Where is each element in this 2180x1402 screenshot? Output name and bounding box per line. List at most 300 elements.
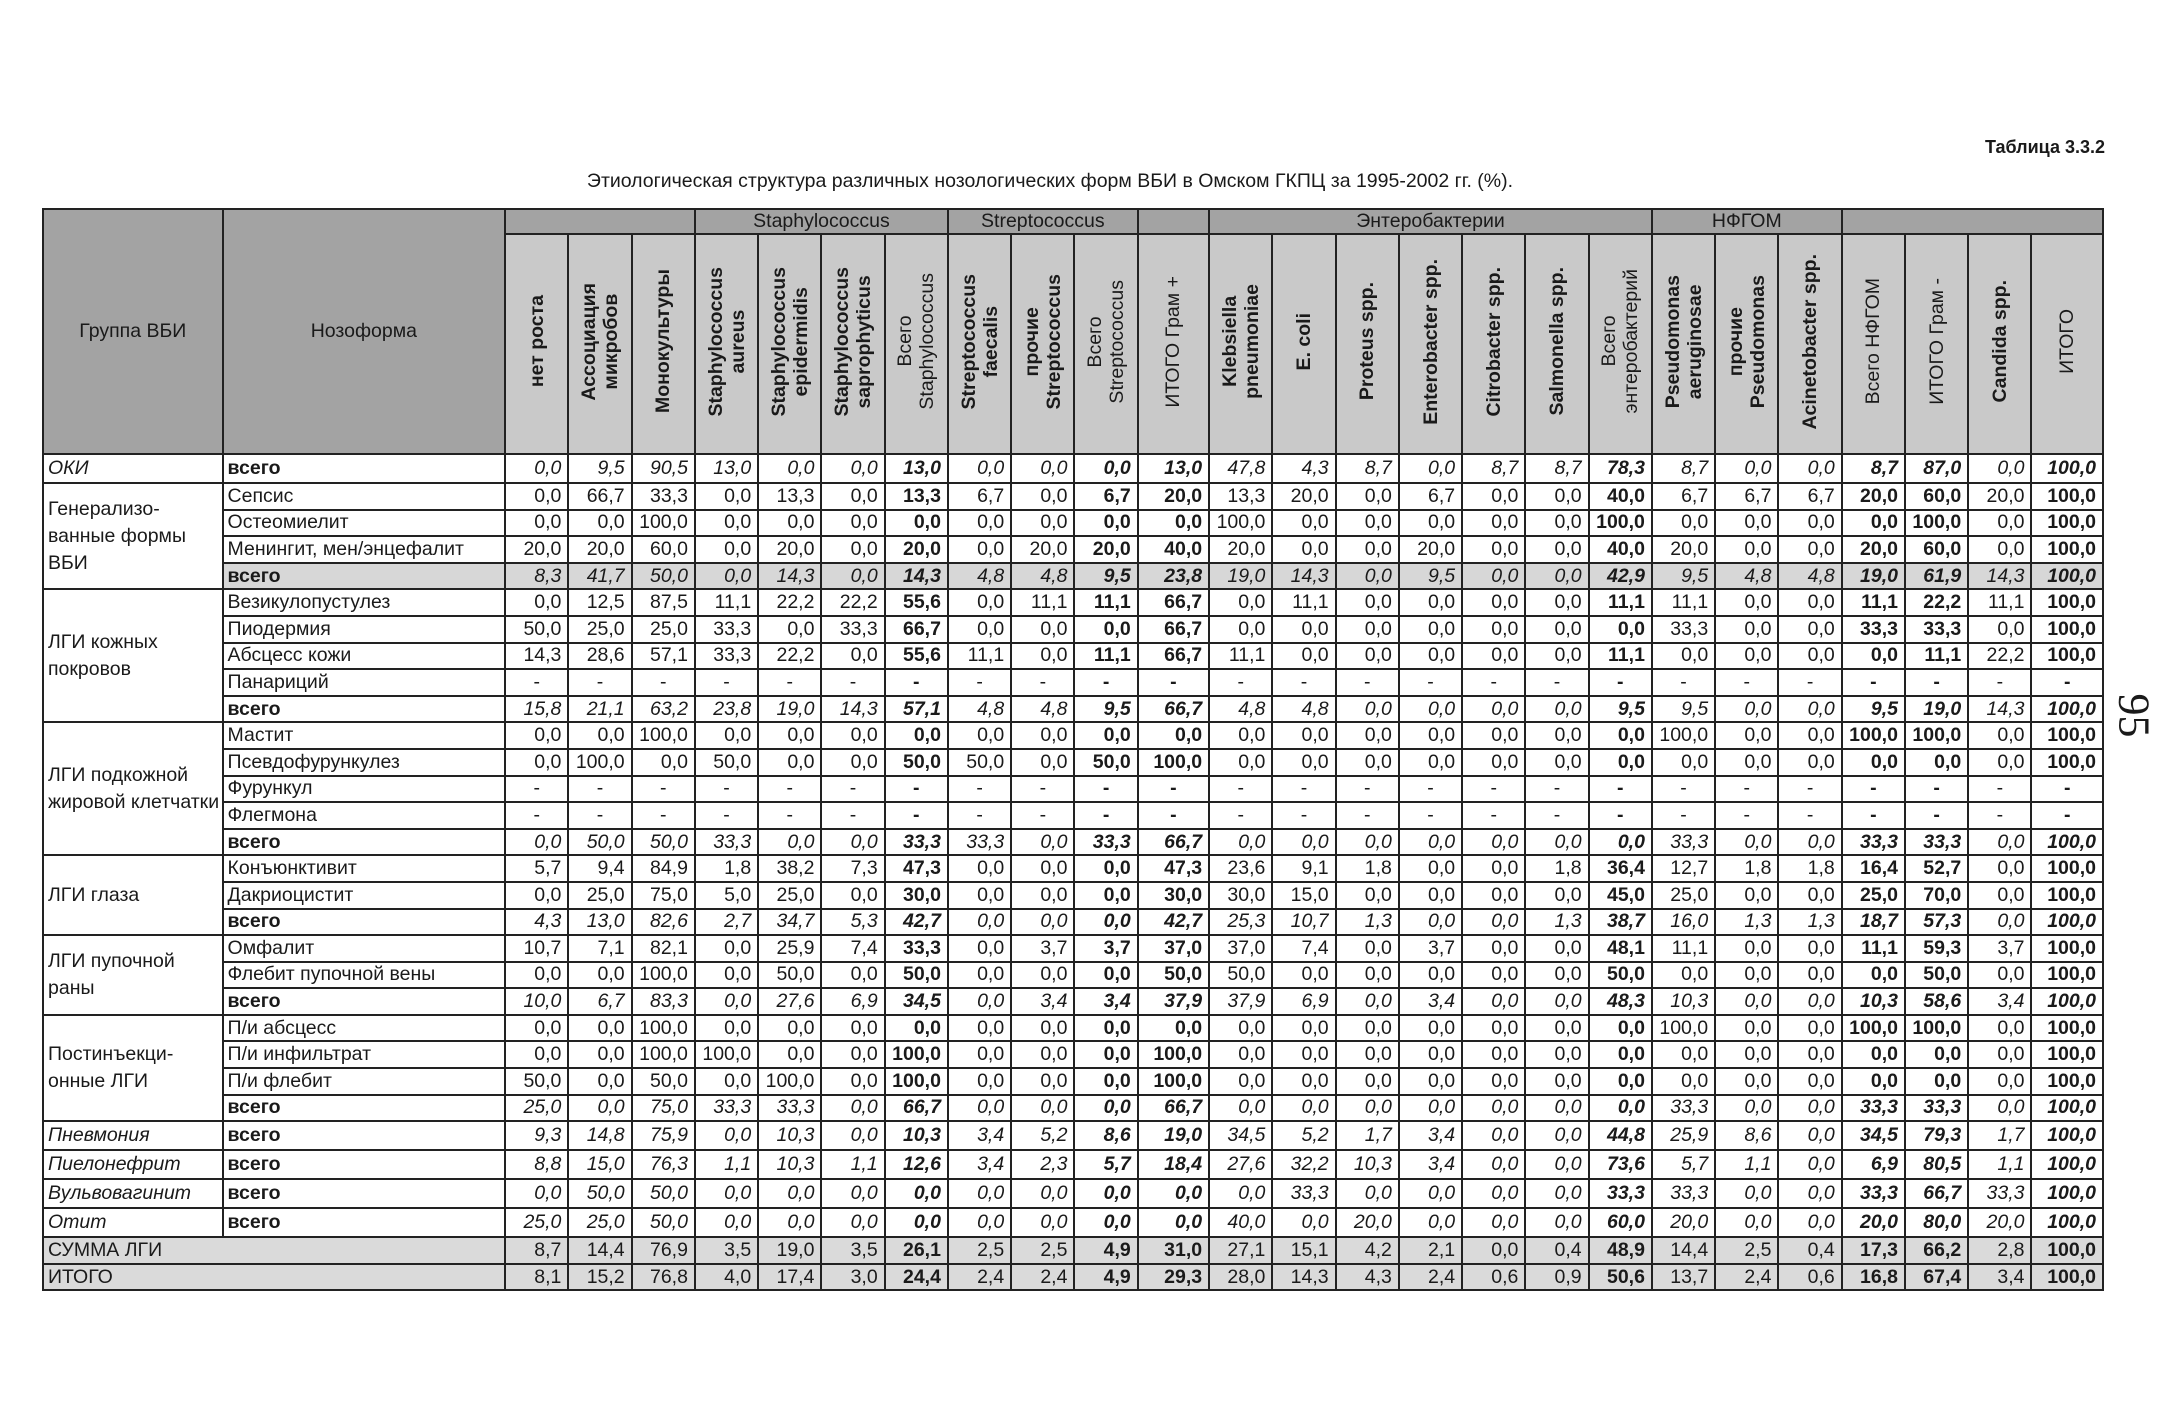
value-cell: 100,0 [2031,1208,2103,1237]
value-cell: 0,0 [505,483,568,510]
value-cell: - [1905,776,1968,803]
nosoform-cell: П/и флебит [223,1068,506,1095]
value-cell: - [632,669,695,696]
value-cell: 100,0 [2031,882,2103,909]
table-row [43,643,2103,670]
value-cell: 22,2 [1905,589,1968,616]
value-cell: 9,5 [568,454,631,483]
value-cell: 1,3 [1525,909,1588,936]
value-cell: 100,0 [2031,909,2103,936]
value-cell: 0,0 [948,1208,1011,1237]
column-header [948,234,1011,454]
value-cell: 8,1 [505,1264,568,1291]
value-cell: 0,0 [1074,1179,1137,1208]
value-cell: - [1589,669,1652,696]
value-cell: 60,0 [632,536,695,563]
value-cell: 12,6 [885,1150,948,1179]
value-cell: 60,0 [1589,1208,1652,1237]
value-cell: 100,0 [632,1015,695,1042]
column-header-label: E. coli [1293,312,1315,371]
value-cell: 2,7 [695,909,758,936]
value-cell: 4,8 [948,563,1011,590]
value-cell: 6,7 [1715,483,1778,510]
nosoform-cell: Пиодермия [223,616,506,643]
value-cell: - [1074,669,1137,696]
value-cell: 0,0 [505,510,568,537]
value-cell: 5,0 [695,882,758,909]
value-cell: 0,0 [948,962,1011,989]
value-cell: 0,0 [505,749,568,776]
value-cell: 50,6 [1589,1264,1652,1291]
value-cell: 47,8 [1209,454,1272,483]
value-cell: 33,3 [1842,1179,1905,1208]
column-header-label: Staphylococcus epidermidis [767,266,812,417]
value-cell: 13,0 [695,454,758,483]
group-cell: Постинъекци-онные ЛГИ [43,1015,223,1121]
value-cell: 0,0 [1905,1041,1968,1068]
value-cell: - [885,669,948,696]
value-cell: 0,0 [1778,643,1841,670]
value-cell: 0,0 [1778,882,1841,909]
value-cell: - [1778,802,1841,829]
table-row [43,802,2103,829]
value-cell: 0,0 [948,454,1011,483]
value-cell: 3,4 [1968,988,2031,1015]
value-cell: 1,7 [1336,1121,1399,1150]
value-cell: 0,0 [1272,536,1335,563]
column-header [885,234,948,454]
column-header [1905,234,1968,454]
value-cell: 0,0 [948,722,1011,749]
value-cell: 7,4 [821,935,884,962]
nosoform-cell: Конъюнктивит [223,855,506,882]
value-cell: 78,3 [1589,454,1652,483]
value-cell: 0,0 [1715,749,1778,776]
value-cell: 0,0 [1525,1208,1588,1237]
value-cell: 4,9 [1074,1237,1137,1264]
value-cell: 9,1 [1272,855,1335,882]
value-cell: 0,0 [1336,1068,1399,1095]
value-cell: 33,3 [1905,1095,1968,1122]
value-cell: - [1652,776,1715,803]
value-cell: 50,0 [632,829,695,856]
value-cell: 0,0 [695,935,758,962]
value-cell: 0,0 [885,1208,948,1237]
value-cell: 100,0 [1905,510,1968,537]
value-cell: - [1272,776,1335,803]
value-cell: 13,3 [885,483,948,510]
value-cell: 0,0 [1778,1068,1841,1095]
value-cell: 2,4 [1715,1264,1778,1291]
value-cell: 3,4 [948,1121,1011,1150]
value-cell: 0,0 [1272,1068,1335,1095]
value-cell: 0,0 [1652,510,1715,537]
value-cell: 33,3 [758,1095,821,1122]
value-cell: - [1138,776,1209,803]
value-cell: 20,0 [758,536,821,563]
value-cell: 22,2 [758,643,821,670]
value-cell: 100,0 [1138,1068,1209,1095]
value-cell: 0,0 [758,1179,821,1208]
group-cell: Пиелонефрит [43,1150,223,1179]
value-cell: 0,0 [1842,643,1905,670]
value-cell: 0,0 [885,510,948,537]
value-cell: 66,7 [1138,829,1209,856]
column-header [1525,234,1588,454]
column-header [1589,234,1652,454]
value-cell: 15,8 [505,696,568,723]
value-cell: 0,0 [1336,882,1399,909]
value-cell: 0,0 [1715,643,1778,670]
nosoform-cell: всего [223,1121,506,1150]
value-cell: 0,0 [1715,722,1778,749]
value-cell: 0,0 [568,1015,631,1042]
value-cell: 0,0 [1715,1041,1778,1068]
value-cell: 1,8 [1525,855,1588,882]
value-cell: 73,6 [1589,1150,1652,1179]
value-cell: 37,0 [1209,935,1272,962]
value-cell: 0,0 [1715,1015,1778,1042]
column-header [695,234,758,454]
value-cell: 0,0 [1209,749,1272,776]
value-cell: 0,0 [1525,988,1588,1015]
value-cell: - [1138,802,1209,829]
value-cell: 0,0 [1462,589,1525,616]
value-cell: 0,0 [505,722,568,749]
value-cell: 0,0 [695,962,758,989]
nosoform-cell: всего [223,1208,506,1237]
value-cell: 8,8 [505,1150,568,1179]
value-cell: 0,0 [1209,829,1272,856]
value-cell: 0,0 [1525,1121,1588,1150]
value-cell: 0,0 [1011,1095,1074,1122]
value-cell: 0,0 [1715,988,1778,1015]
value-cell: 0,0 [821,563,884,590]
value-cell: 0,0 [1399,1095,1462,1122]
value-cell: 50,0 [568,1179,631,1208]
value-cell: 8,7 [1462,454,1525,483]
value-cell: 0,0 [1715,935,1778,962]
value-cell: 100,0 [568,749,631,776]
value-cell: 19,0 [1209,563,1272,590]
nosoform-cell: Менингит, мен/энцефалит [223,536,506,563]
value-cell: 0,0 [821,1208,884,1237]
value-cell: 0,9 [1525,1264,1588,1291]
value-cell: 11,1 [1968,589,2031,616]
value-cell: 30,0 [1138,882,1209,909]
value-cell: 0,0 [821,454,884,483]
column-header-label: Монокультуры [652,269,675,414]
column-header-label: Streptococcus faecalis [957,273,1002,410]
value-cell: 8,7 [1525,454,1588,483]
value-cell: 19,0 [1905,696,1968,723]
value-cell: 15,0 [568,1150,631,1179]
value-cell: 25,0 [505,1208,568,1237]
value-cell: 100,0 [885,1068,948,1095]
value-cell: 10,7 [1272,909,1335,936]
value-cell: 0,0 [1336,935,1399,962]
value-cell: 0,0 [821,962,884,989]
value-cell: 83,3 [632,988,695,1015]
value-cell: 50,0 [1589,962,1652,989]
table-row [43,616,2103,643]
value-cell: 42,9 [1589,563,1652,590]
table-row [43,909,2103,936]
table-row [43,454,2103,483]
value-cell: 0,0 [1399,1208,1462,1237]
value-cell: 50,0 [505,1068,568,1095]
value-cell: 37,0 [1138,935,1209,962]
value-cell: 20,0 [1652,536,1715,563]
value-cell: 2,1 [1399,1237,1462,1264]
value-cell: 11,1 [1652,589,1715,616]
page-number: 95 [2109,693,2159,738]
value-cell: 14,4 [1652,1237,1715,1264]
value-cell: 44,8 [1589,1121,1652,1150]
value-cell: 63,2 [632,696,695,723]
value-cell: 50,0 [885,749,948,776]
value-cell: 0,0 [1842,749,1905,776]
value-cell: 1,1 [1968,1150,2031,1179]
value-cell: 0,0 [1138,1208,1209,1237]
value-cell: 5,7 [1652,1150,1715,1179]
value-cell: 1,3 [1715,909,1778,936]
value-cell: 41,7 [568,563,631,590]
group-cell: ОКИ [43,454,223,483]
value-cell: 66,7 [568,483,631,510]
value-cell: 37,9 [1209,988,1272,1015]
value-cell: 33,3 [1842,1095,1905,1122]
value-cell: 0,0 [1462,1095,1525,1122]
value-cell: 100,0 [1652,1015,1715,1042]
column-header-label: Всего Streptococcus [1084,279,1129,404]
value-cell: 0,0 [1525,962,1588,989]
value-cell: 0,0 [1589,1095,1652,1122]
value-cell: 0,0 [568,722,631,749]
value-cell: - [632,802,695,829]
value-cell: 0,0 [885,722,948,749]
value-cell: 0,0 [1336,1179,1399,1208]
nosoform-cell: Омфалит [223,935,506,962]
value-cell: 0,0 [1209,1179,1272,1208]
value-cell: 66,7 [885,1095,948,1122]
value-cell: 0,0 [1525,563,1588,590]
value-cell: 0,0 [1074,909,1137,936]
table-row [43,749,2103,776]
value-cell: 100,0 [2031,1121,2103,1150]
value-cell: 0,0 [1525,643,1588,670]
value-cell: 0,0 [695,483,758,510]
value-cell: 29,3 [1138,1264,1209,1291]
value-cell: 33,3 [1272,1179,1335,1208]
value-cell: 100,0 [2031,988,2103,1015]
value-cell: 3,4 [1968,1264,2031,1291]
value-cell: - [1011,776,1074,803]
value-cell: 33,3 [695,829,758,856]
value-cell: 0,0 [1399,882,1462,909]
value-cell: 0,0 [758,1015,821,1042]
value-cell: 0,0 [1525,722,1588,749]
value-cell: 0,0 [1968,749,2031,776]
value-cell: 0,0 [1011,882,1074,909]
table-row [43,855,2103,882]
value-cell: 31,0 [1138,1237,1209,1264]
value-cell: 0,0 [1336,536,1399,563]
column-header [1272,234,1335,454]
value-cell: 22,2 [821,589,884,616]
value-cell: 0,0 [1968,1095,2031,1122]
value-cell: 0,0 [1462,1150,1525,1179]
value-cell: 25,0 [1842,882,1905,909]
group-cell: ЛГИ подкожной жировой клетчатки [43,722,223,855]
value-cell: 0,0 [1462,1015,1525,1042]
table-row [43,563,2103,590]
value-cell: 25,0 [568,882,631,909]
value-cell: 13,0 [568,909,631,936]
value-cell: 82,1 [632,935,695,962]
value-cell: 50,0 [632,1068,695,1095]
value-cell: 25,0 [1652,882,1715,909]
value-cell: - [1589,802,1652,829]
value-cell: - [1652,802,1715,829]
value-cell: 100,0 [2031,1150,2103,1179]
column-header-label: ИТОГО Грам + [1162,275,1185,408]
value-cell: 0,0 [1652,1041,1715,1068]
value-cell: 60,0 [1905,536,1968,563]
value-cell: 0,0 [1968,882,2031,909]
value-cell: 100,0 [632,510,695,537]
value-cell: 0,0 [1011,1208,1074,1237]
value-cell: 40,0 [1138,536,1209,563]
value-cell: 0,0 [1336,1015,1399,1042]
value-cell: 0,0 [1778,749,1841,776]
value-cell: 2,3 [1011,1150,1074,1179]
value-cell: 4,2 [1336,1237,1399,1264]
value-cell: 0,0 [948,855,1011,882]
value-cell: - [1842,669,1905,696]
value-cell: 16,4 [1842,855,1905,882]
value-cell: 33,3 [1589,1179,1652,1208]
value-cell: 10,7 [505,935,568,962]
value-cell: 0,0 [1336,749,1399,776]
value-cell: 0,0 [1652,643,1715,670]
value-cell: 20,0 [1011,536,1074,563]
value-cell: 10,3 [758,1150,821,1179]
value-cell: 0,0 [568,1041,631,1068]
group-cell: ЛГИ пупочной раны [43,935,223,1015]
table-row [43,510,2103,537]
value-cell: - [1715,669,1778,696]
value-cell: 5,2 [1272,1121,1335,1150]
value-cell: 25,0 [632,616,695,643]
value-cell: 3,7 [1399,935,1462,962]
table-row [43,1150,2103,1179]
value-cell: 0,0 [695,988,758,1015]
value-cell: 100,0 [695,1041,758,1068]
value-cell: 0,0 [505,962,568,989]
table-row [43,1264,2103,1291]
table-row [43,669,2103,696]
value-cell: 50,0 [1138,962,1209,989]
value-cell: - [1399,669,1462,696]
value-cell: 10,0 [505,988,568,1015]
value-cell: 100,0 [2031,454,2103,483]
value-cell: 0,0 [758,510,821,537]
column-group-header: Staphylococcus [695,209,948,234]
value-cell: - [632,776,695,803]
column-header-label: прочие Streptococcus [1020,273,1065,410]
value-cell: 20,0 [1138,483,1209,510]
value-cell: 0,0 [1589,829,1652,856]
value-cell: 11,1 [1272,589,1335,616]
value-cell: 34,5 [885,988,948,1015]
value-cell: - [1968,669,2031,696]
value-cell: 36,4 [1589,855,1652,882]
value-cell: 100,0 [2031,696,2103,723]
value-cell: 0,0 [1011,962,1074,989]
group-cell: Генерализо-ванные формы ВБИ [43,483,223,589]
nosoform-cell: Остеомиелит [223,510,506,537]
value-cell: 0,0 [1399,855,1462,882]
value-cell: 100,0 [632,962,695,989]
value-cell: 0,0 [1336,696,1399,723]
column-header [2031,234,2103,454]
value-cell: 100,0 [632,1041,695,1068]
value-cell: 67,4 [1905,1264,1968,1291]
nosoform-cell: всего [223,696,506,723]
value-cell: 0,0 [1011,1041,1074,1068]
value-cell: 0,0 [885,1015,948,1042]
column-header-label: Всего энтеробактерий [1598,269,1643,414]
value-cell: 0,0 [1462,962,1525,989]
value-cell: 0,0 [1399,510,1462,537]
value-cell: 13,0 [885,454,948,483]
column-header-label: Citrobacter spp. [1482,266,1505,417]
nosoform-cell: Сепсис [223,483,506,510]
value-cell: 0,0 [1462,988,1525,1015]
value-cell: - [568,776,631,803]
table-row [43,589,2103,616]
value-cell: - [1905,802,1968,829]
value-cell: 8,7 [1842,454,1905,483]
table-row [43,1015,2103,1042]
value-cell: 0,0 [1272,1208,1335,1237]
value-cell: - [885,802,948,829]
value-cell: 50,0 [568,829,631,856]
value-cell: - [1336,669,1399,696]
value-cell: 100,0 [2031,1068,2103,1095]
value-cell: 0,0 [1336,643,1399,670]
value-cell: 25,0 [505,1095,568,1122]
value-cell: 40,0 [1589,483,1652,510]
value-cell: 0,0 [758,1041,821,1068]
value-cell: 11,1 [1209,643,1272,670]
value-cell: 76,9 [632,1237,695,1264]
value-cell: 1,3 [1778,909,1841,936]
value-cell: 34,5 [1842,1121,1905,1150]
value-cell: 9,5 [1652,563,1715,590]
column-header [1842,234,1905,454]
value-cell: 0,0 [1715,1095,1778,1122]
value-cell: 7,3 [821,855,884,882]
value-cell: 50,0 [758,962,821,989]
value-cell: 0,0 [1968,510,2031,537]
value-cell: 27,1 [1209,1237,1272,1264]
value-cell: 0,0 [1778,1121,1841,1150]
value-cell: 33,3 [948,829,1011,856]
value-cell: - [948,802,1011,829]
value-cell: - [695,776,758,803]
